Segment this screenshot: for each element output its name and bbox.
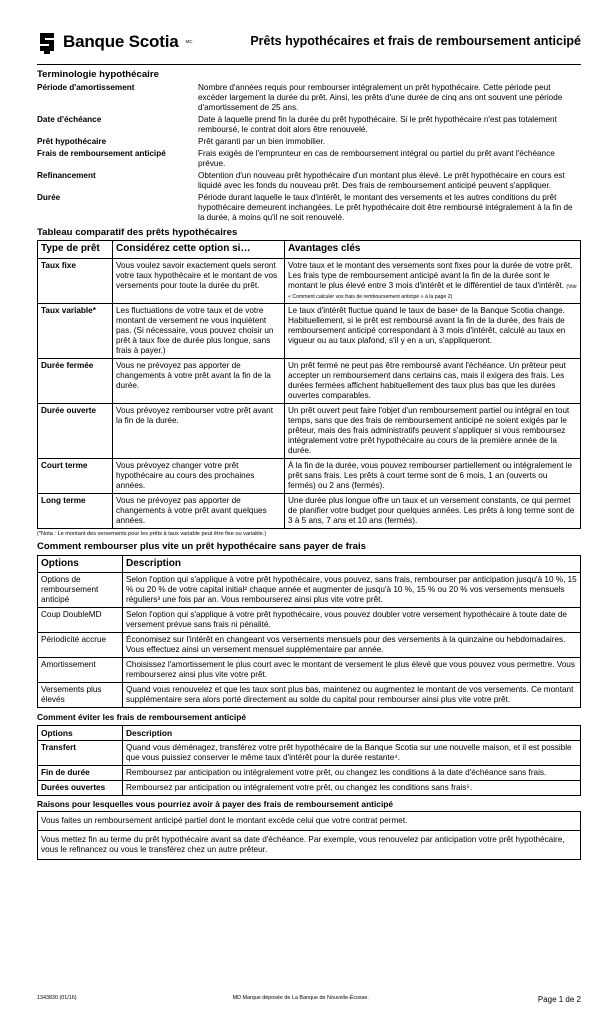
- term-name: Prêt hypothécaire: [37, 136, 107, 146]
- option-name: Coup DoubleMD: [38, 608, 123, 633]
- col-consider: Considérez cette option si…: [113, 241, 285, 258]
- col-options: Options: [38, 556, 123, 573]
- option-description: Économisez sur l'intérêt en changeant vos versements mensuels pour des versements à la quinzaine ou hebdomadaires. Vous effectuez ainsi un versement mensuel supplémentaire par année.: [123, 633, 581, 658]
- table-row: [38, 358, 581, 403]
- table-row: [38, 493, 581, 528]
- term-definition: Frais exigés de l'emprunteur en cas de remboursement intégral ou partiel du prêt avant l'échéance prévue.: [198, 148, 555, 168]
- advantages-text: [285, 493, 581, 528]
- comparison-note: (*Nota : Le montant des versements pour les prêts à taux variable peut être fixe ou variable.): [37, 530, 267, 537]
- table-row: [38, 608, 581, 633]
- document-title: Prêts hypothécaires et frais de remboursement anticipé: [250, 34, 581, 49]
- advantages-text: [285, 303, 581, 358]
- table-row: [38, 658, 581, 683]
- page-number: Page 1 de 2: [537, 995, 581, 1004]
- consider-text: Vous ne prévoyez pas apporter de changements à votre prêt avant la fin de la durée.: [113, 358, 285, 403]
- brand-logo: [37, 30, 192, 54]
- avoid-heading: Comment éviter les frais de remboursement anticipé: [37, 712, 246, 723]
- consider-text: Vous prévoyez changer votre prêt hypothécaire au cours des prochaines années.: [113, 458, 285, 493]
- table-row: [38, 780, 581, 795]
- table-row: [38, 573, 581, 608]
- loan-type: Court terme: [38, 458, 113, 493]
- consider-text: Vous voulez savoir exactement quels seront votre taux hypothécaire et le montant de vos versements pour toute la durée du prêt.: [113, 258, 285, 303]
- table-row: [38, 683, 581, 708]
- table-row: [38, 303, 581, 358]
- page: [0, 22, 603, 1016]
- term-row: [37, 171, 581, 191]
- loan-type: Durée fermée: [38, 358, 113, 403]
- option-name: Amortissement: [38, 658, 123, 683]
- option-name: Durées ouvertes: [38, 780, 123, 795]
- advantages-text: [285, 403, 581, 458]
- option-description: Quand vous renouvelez et que les taux sont plus bas, maintenez ou augmentez le montant de vos versements. Ce montant supplémentaire sera alors porté directement au solde du capital pour rembourser ainsi plus vite votre prêt.: [123, 683, 581, 708]
- term-row: [37, 115, 581, 135]
- advantages-text: [285, 358, 581, 403]
- option-name: Transfert: [38, 740, 123, 765]
- term-row: [37, 137, 581, 147]
- advantages-body: Le taux d'intérêt fluctue quand le taux de base¹ de la Banque Scotia change. Habituellement, si le prêt est remboursé avant la fin de la durée, des frais de remboursement anticipé correspondant à 3 mois d'intérêt, calculé au taux en vigueur ou au taux plafond, s'il y en a un, s'appliqueront.: [288, 305, 566, 345]
- term-row: [37, 83, 581, 113]
- option-description: Remboursez par anticipation ou intégralement votre prêt, ou changez les conditions à la date d'échéance sans frais.: [123, 765, 581, 780]
- term-row: [37, 149, 581, 169]
- term-definition: Nombre d'années requis pour rembourser intégralement un prêt hypothécaire. Cette période peut excéder largement la durée du prêt. Ainsi, les prêts d'une durée de cinq ans ont souvent une période d'amortissement de 25 ans.: [198, 82, 563, 112]
- terminology-heading: Terminologie hypothécaire: [37, 69, 159, 80]
- consider-text: Vous ne prévoyez pas apporter de changements à votre prêt avant quelques années.: [113, 493, 285, 528]
- advantages-body: Une durée plus longue offre un taux et un versement constants, ce qui permet de planifier votre budget pour quelques années. Les prêts à long terme sont de 3 à 5 ans, 7 ans et 10 ans (fermés).: [288, 495, 575, 525]
- form-code: 1343830 (01/16): [37, 995, 77, 1001]
- trademark-note: MD Marque déposée de La Banque de Nouvelle-Écosse.: [232, 995, 369, 1001]
- table-row: [38, 258, 581, 303]
- table-row: [38, 458, 581, 493]
- term-name: Durée: [37, 192, 61, 202]
- repay-heading: Comment rembourser plus vite un prêt hypothécaire sans payer de frais: [37, 541, 366, 553]
- repay-table: [37, 555, 581, 708]
- comparison-table: [37, 240, 581, 528]
- term-definition: Période durant laquelle le taux d'intérêt, le montant des versements et les autres conditions du prêt hypothécaire demeurent inchangées. Le prêt hypothécaire doit être remboursé intégralement à la fin de la durée, à moins qu'il ne soit renouvelé.: [198, 192, 573, 222]
- col-options: Options: [38, 725, 123, 740]
- table-row: [38, 403, 581, 458]
- term-name: Refinancement: [37, 170, 96, 180]
- col-advantages: Avantages clés: [285, 241, 581, 258]
- loan-type: Taux variable*: [38, 303, 113, 358]
- advantages-body: Un prêt ouvert peut faire l'objet d'un remboursement partiel ou intégral en tout temps, sans que des frais de remboursement anticipé ne soient exigés par le prêteur, mais des frais administratifs peuvent s'appliquer si vous remboursez intégralement votre prêt hypothécaire au cours de la première année de la durée.: [288, 405, 570, 455]
- terminology-list: [37, 83, 581, 223]
- loan-type: Durée ouverte: [38, 403, 113, 458]
- term-row: [37, 193, 581, 223]
- term-definition: Obtention d'un nouveau prêt hypothécaire d'un montant plus élevé. Le prêt hypothécaire en cours est liquidé avec les fonds du nouveau prêt. Des frais de remboursement anticipé peuvent s'appliquer.: [198, 170, 565, 190]
- consider-text: Vous prévoyez rembourser votre prêt avant la fin de la durée.: [113, 403, 285, 458]
- header-divider: [37, 64, 581, 65]
- table-row: [38, 831, 581, 860]
- term-name: Frais de remboursement anticipé: [37, 148, 166, 158]
- header: [37, 22, 581, 62]
- option-name: Options de remboursement anticipé: [38, 573, 123, 608]
- table-row: [38, 812, 581, 831]
- advantages-body: Un prêt fermé ne peut pas être remboursé avant l'échéance. Un prêteur peut accepter un remboursement dans certains cas, mais il exigera des frais. Les durées fermées affichent habituellement des taux plus bas que les durées ouvertes comparables.: [288, 360, 566, 400]
- advantages-text: [285, 258, 581, 303]
- reasons-heading: Raisons pour lesquelles vous pourriez avoir à payer des frais de remboursement anticipé: [37, 798, 394, 809]
- advantages-text: [285, 458, 581, 493]
- table-row: [38, 740, 581, 765]
- option-description: Quand vous déménagez, transférez votre prêt hypothécaire de la Banque Scotia sur une nouvelle maison, et il est possible que vous puissiez conserver le même taux d'intérêt pour la durée restante⁴.: [123, 740, 581, 765]
- advantages-body: Votre taux et le montant des versements sont fixes pour la durée de votre prêt. Les frais type de remboursement anticipé avant la fin de la durée sont le montant le plus élevé entre 3 mois d'intérêt et le différentiel de taux d'intérêt.: [288, 260, 573, 290]
- option-name: Versements plus élevés: [38, 683, 123, 708]
- advantages-note: (Voir « Comment calculer vos frais de remboursement anticipé » à la page 2): [288, 283, 578, 300]
- col-description: Description: [123, 725, 581, 740]
- term-definition: Prêt garanti par un bien immobilier.: [198, 136, 325, 146]
- option-description: Selon l'option qui s'applique à votre prêt hypothécaire, vous pouvez, sans frais, rembourser par anticipation jusqu'à 10 %, 15 % ou 20 % de votre capital initial² chaque année et augmenter de jusqu'à 10 %, 15 % ou 20 % vos versements mensuels réguliers³ une fois par an. Vous rembourserez ainsi plus vite votre prêt.: [123, 573, 581, 608]
- table-row: [38, 765, 581, 780]
- advantages-body: À la fin de la durée, vous pouvez rembourser partiellement ou intégralement le prêt sans frais. Les prêts à court terme sont de 6 mois, 1 an (ouverts ou fermés) ou 2 ans (fermés).: [288, 460, 572, 490]
- reasons-table: [37, 811, 581, 860]
- scotia-s-icon: [37, 30, 57, 54]
- option-name: Périodicité accrue: [38, 633, 123, 658]
- loan-type: Taux fixe: [38, 258, 113, 303]
- brand-mark: MC: [185, 39, 193, 45]
- col-description: Description: [123, 556, 581, 573]
- reason-text: Vous mettez fin au terme du prêt hypothécaire avant sa date d'échéance. Par exemple, vous renouvelez par anticipation votre prêt hypothécaire, vous le refinancez ou vous le transférez chez un autre prêteur.: [38, 831, 581, 860]
- brand-name: Banque Scotia: [63, 31, 179, 51]
- option-description: Selon l'option qui s'applique à votre prêt hypothécaire, vous pouvez doubler votre versement hypothécaire à toute date de versement prévue sans frais ni pénalité.: [123, 608, 581, 633]
- footer: [37, 995, 581, 1005]
- avoid-table: [37, 725, 581, 796]
- option-name: Fin de durée: [38, 765, 123, 780]
- term-definition: Date à laquelle prend fin la durée du prêt hypothécaire. Si le prêt hypothécaire n'est pas totalement remboursé, le contrat doit alors être renouvelé.: [198, 114, 557, 134]
- option-description: Choisissez l'amortissement le plus court avec le montant de versement le plus élevé que vous pouvez vous permettre. Vous rembourserez ainsi plus vite votre prêt.: [123, 658, 581, 683]
- term-name: Date d'échéance: [37, 114, 102, 124]
- loan-type: Long terme: [38, 493, 113, 528]
- term-name: Période d'amortissement: [37, 82, 135, 92]
- col-type: Type de prêt: [38, 241, 113, 258]
- reason-text: Vous faites un remboursement anticipé partiel dont le montant excède celui que votre contrat permet.: [38, 812, 581, 831]
- option-description: Remboursez par anticipation ou intégralement votre prêt, ou changez les conditions sans frais⁵.: [123, 780, 581, 795]
- comparison-heading: Tableau comparatif des prêts hypothécaires: [37, 226, 238, 238]
- consider-text: Les fluctuations de votre taux et de votre montant de versement ne vous inquiètent pas. (Si nécessaire, vous pouvez choisir un prêt à taux fixe de durée plus longue, sans frais à payer.): [113, 303, 285, 358]
- table-row: [38, 633, 581, 658]
